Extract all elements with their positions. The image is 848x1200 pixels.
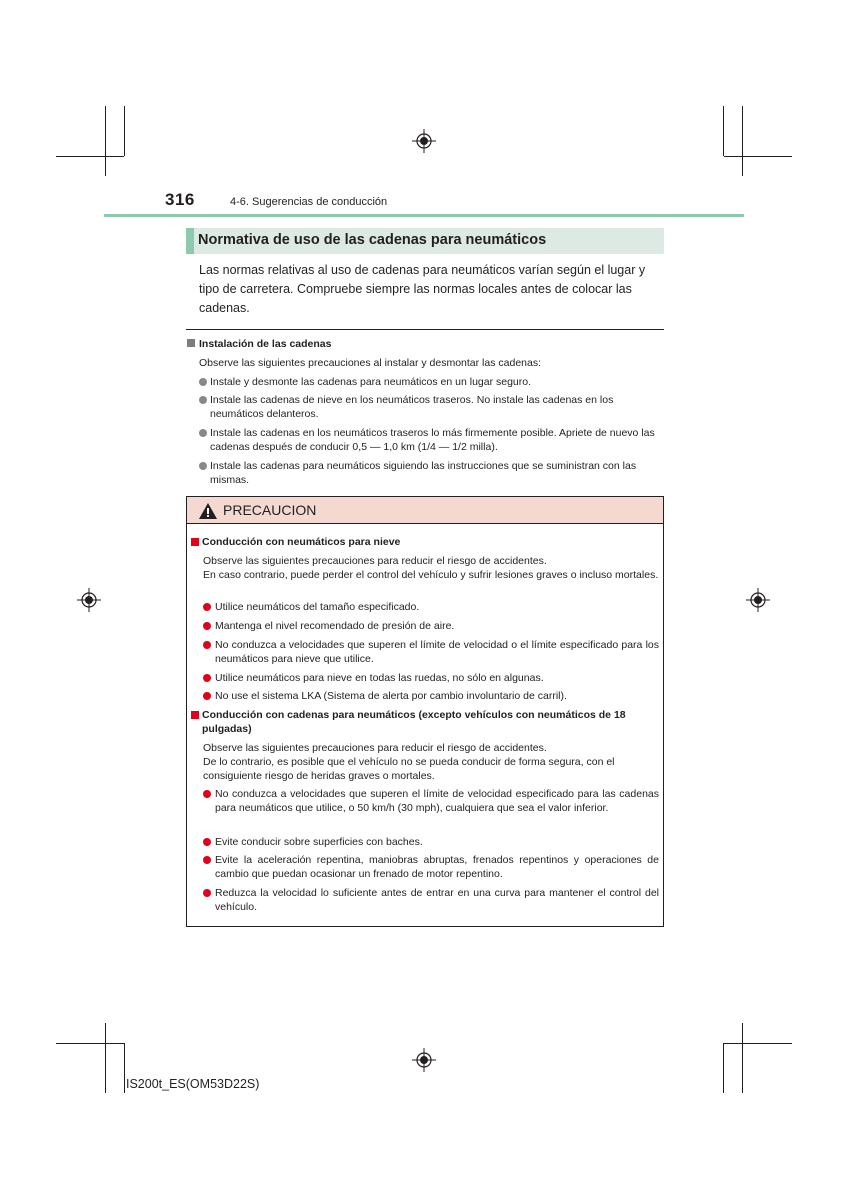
caution-list-item: Mantenga el nivel recomendado de presión de aire. xyxy=(203,619,659,633)
divider xyxy=(186,329,664,330)
crop-mark xyxy=(723,106,724,156)
intro-paragraph: Las normas relativas al uso de cadenas para neumáticos varían según el lugar y tipo de carretera. Compruebe siempre las normas locales antes de colocar las cadenas. xyxy=(199,263,646,315)
list-item: Instale las cadenas para neumáticos siguiendo las instrucciones que se suministran con las mismas. xyxy=(199,459,664,487)
crop-mark xyxy=(124,1043,125,1093)
caution-list-item: No conduzca a velocidades que superen el límite de velocidad o el límite especificado para los neumáticos para nieve que utilice. xyxy=(203,638,659,666)
caution-header xyxy=(187,497,663,524)
registration-mark-icon xyxy=(412,1048,436,1072)
red-bullet-icon xyxy=(203,790,211,798)
crop-mark xyxy=(742,106,743,176)
square-bullet-icon xyxy=(187,339,195,347)
caution-subheading: Conducción con cadenas para neumáticos (excepto vehículos con neumáticos de 18 pulgadas) xyxy=(191,708,659,736)
list-item: Instale las cadenas de nieve en los neumáticos traseros. No instale las cadenas en los neumáticos delanteros. xyxy=(199,393,664,421)
caution-box xyxy=(186,496,664,927)
section-title-bar xyxy=(186,228,664,254)
caution-list-item: Reduzca la velocidad lo suficiente antes de entrar en una curva para mantener el control del vehículo. xyxy=(203,886,659,914)
crop-mark xyxy=(742,1023,743,1093)
red-bullet-icon xyxy=(203,622,211,630)
list-item: Instale las cadenas en los neumáticos traseros lo más firmemente posible. Apriete de nuevo las cadenas después de conducir 0,5 — 1,0 km (1/4 — 1/2 milla). xyxy=(199,426,664,454)
section-title: Normativa de uso de las cadenas para neumáticos xyxy=(198,232,547,248)
crop-mark xyxy=(105,1023,106,1093)
header-divider xyxy=(104,214,744,217)
installation-heading-text: Instalación de las cadenas xyxy=(199,338,332,350)
title-accent xyxy=(186,228,194,254)
red-bullet-icon xyxy=(203,838,211,846)
caution-list-item: Utilice neumáticos del tamaño especificado. xyxy=(203,600,659,614)
installation-heading xyxy=(187,338,331,350)
red-square-icon xyxy=(191,711,199,719)
caution-list-item: No conduzca a velocidades que superen el límite de velocidad especificado para las cadenas para neumáticos que utilice, o 50 km/h (30 mph), cualquiera que sea el valor inferior. xyxy=(203,787,659,815)
caution-list-item: Evite conducir sobre superficies con baches. xyxy=(203,835,659,849)
list-item: Instale y desmonte las cadenas para neumáticos en un lugar seguro. xyxy=(199,375,664,389)
crop-mark xyxy=(56,156,124,157)
crop-mark xyxy=(724,156,792,157)
red-bullet-icon xyxy=(203,603,211,611)
bullet-icon xyxy=(199,396,207,404)
warning-triangle-icon xyxy=(199,503,217,519)
bullet-icon xyxy=(199,462,207,470)
registration-mark-icon xyxy=(746,588,770,612)
caution-text: Observe las siguientes precauciones para reducir el riesgo de accidentes. xyxy=(203,742,547,754)
bullet-icon xyxy=(199,378,207,386)
caution-text: En caso contrario, puede perder el control del vehículo y sufrir lesiones graves o incluso mortales. xyxy=(203,569,659,581)
registration-mark-icon xyxy=(412,129,436,153)
installation-lead: Observe las siguientes precauciones al instalar y desmontar las cadenas: xyxy=(199,357,542,369)
crop-mark xyxy=(105,106,106,176)
caution-subheading: Conducción con neumáticos para nieve xyxy=(191,535,659,549)
registration-mark-icon xyxy=(77,588,101,612)
caution-text: De lo contrario, es posible que el vehículo no se pueda conducir de forma segura, con el consiguiente riesgo de heridas graves o mortales. xyxy=(203,756,615,782)
bullet-icon xyxy=(199,429,207,437)
crop-mark xyxy=(724,1043,792,1044)
page-number: 316 xyxy=(165,190,195,209)
red-bullet-icon xyxy=(203,674,211,682)
crop-mark xyxy=(124,106,125,156)
caution-label: PRECAUCION xyxy=(223,502,317,518)
red-square-icon xyxy=(191,538,199,546)
red-bullet-icon xyxy=(203,641,211,649)
caution-list-item: No use el sistema LKA (Sistema de alerta por cambio involuntario de carril). xyxy=(203,689,659,703)
section-reference: 4-6. Sugerencias de conducción xyxy=(230,196,388,208)
crop-mark xyxy=(56,1043,124,1044)
red-bullet-icon xyxy=(203,889,211,897)
caution-list-item: Evite la aceleración repentina, maniobras abruptas, frenados repentinos y operaciones de cambio que puedan ocasionar un frenado de motor repentino. xyxy=(203,853,659,881)
red-bullet-icon xyxy=(203,856,211,864)
red-bullet-icon xyxy=(203,692,211,700)
document-code: IS200t_ES(OM53D22S) xyxy=(126,1077,260,1091)
caution-list-item: Utilice neumáticos para nieve en todas las ruedas, no sólo en algunas. xyxy=(203,671,659,685)
crop-mark xyxy=(723,1043,724,1093)
caution-text: Observe las siguientes precauciones para reducir el riesgo de accidentes. xyxy=(203,555,547,567)
